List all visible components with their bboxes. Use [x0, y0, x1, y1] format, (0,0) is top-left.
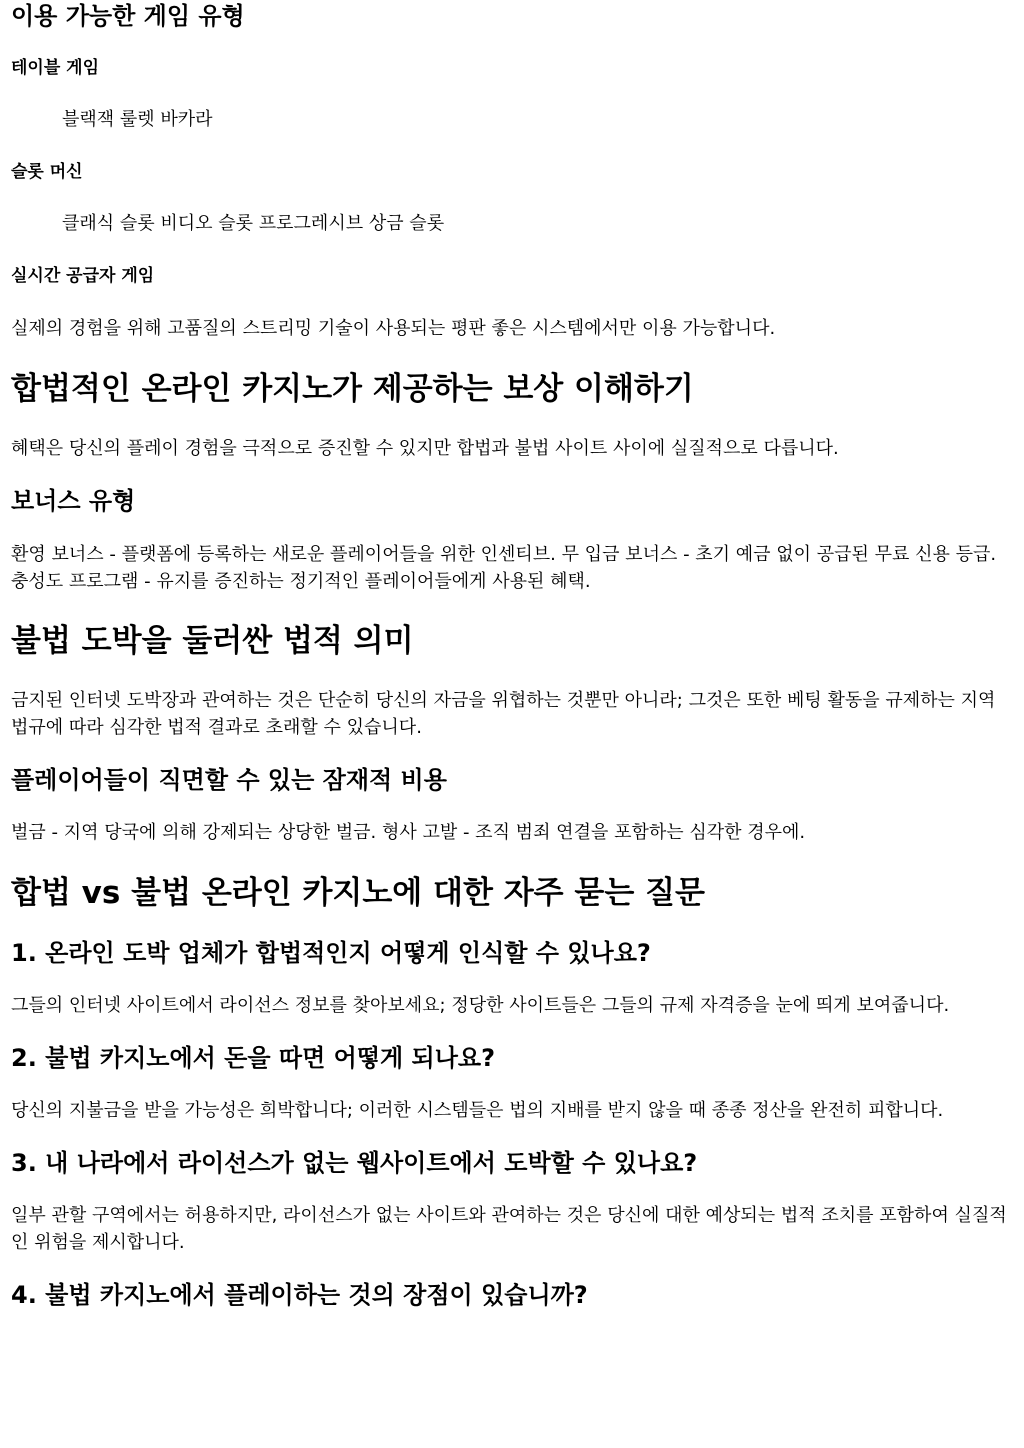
- subheading-bonus-types: 보너스 유형: [11, 487, 136, 515]
- potential-costs-text: 벌금 - 지역 당국에 의해 강제되는 상당한 벌금. 형사 고발 - 조직 범죄 연결을 포함하는 심각한 경우에.: [11, 822, 806, 843]
- faq-question: 3. 내 나라에서 라이선스가 없는 웹사이트에서 도박할 수 있나요?: [11, 1149, 698, 1177]
- section-heading-game-types: 이용 가능한 게임 유형: [11, 2, 245, 30]
- section-heading-faq: 합법 vs 불법 온라인 카지노에 대한 자주 묻는 질문: [11, 875, 705, 911]
- faq-question: 4. 불법 카지노에서 플레이하는 것의 장점이 있습니까?: [11, 1281, 588, 1309]
- faq-question: 1. 온라인 도박 업체가 합법적인지 어떻게 인식할 수 있나요?: [11, 939, 651, 967]
- legal-text: 금지된 인터넷 도박장과 관여하는 것은 단순히 당신의 자금을 위협하는 것뿐만 아니라; 그것은 또한 베팅 활동을 규제하는 지역 법규에 따라 심각한 법적 결과로 초래할 수 있습니다.: [11, 690, 996, 738]
- faq-question: 2. 불법 카지노에서 돈을 따면 어떻게 되나요?: [11, 1044, 495, 1072]
- bonus-types-text: 환영 보너스 - 플랫폼에 등록하는 새로운 플레이어들을 위한 인센티브. 무 입금 보너스 - 초기 예금 없이 공급된 무료 신용 등급. 충성도 프로그램 - 유지를 증진하는 정기적인 플레이어들에게 사용된 혜택.: [11, 544, 997, 592]
- rewards-text: 혜택은 당신의 플레이 경험을 극적으로 증진할 수 있지만 합법과 불법 사이트 사이에 실질적으로 다릅니다.: [11, 438, 839, 459]
- faq-answer: 그들의 인터넷 사이트에서 라이선스 정보를 찾아보세요; 정당한 사이트들은 그들의 규제 자격증을 눈에 띄게 보여줍니다.: [11, 995, 950, 1016]
- article: [11, 0, 1015, 1311]
- slot-machines-list: 클래식 슬롯 비디오 슬롯 프로그레시브 상금 슬롯: [62, 213, 445, 234]
- live-dealer-text: 실제의 경험을 위해 고품질의 스트리밍 기술이 사용되는 평판 좋은 시스템에서만 이용 가능합니다.: [11, 318, 776, 339]
- subheading-table-games: 테이블 게임: [11, 58, 100, 78]
- subheading-potential-costs: 플레이어들이 직면할 수 있는 잠재적 비용: [11, 766, 447, 794]
- subheading-live-dealer: 실시간 공급자 게임: [11, 266, 155, 286]
- faq-answer: 당신의 지불금을 받을 가능성은 희박합니다; 이러한 시스템들은 법의 지배를 받지 않을 때 종종 정산을 완전히 피합니다.: [11, 1100, 944, 1121]
- section-heading-rewards: 합법적인 온라인 카지노가 제공하는 보상 이해하기: [11, 371, 694, 407]
- subheading-slot-machines: 슬롯 머신: [11, 162, 83, 182]
- section-heading-legal: 불법 도박을 둘러싼 법적 의미: [11, 623, 414, 659]
- faq-answer: 일부 관할 구역에서는 허용하지만, 라이선스가 없는 사이트와 관여하는 것은 당신에 대한 예상되는 법적 조치를 포함하여 실질적인 위험을 제시합니다.: [11, 1205, 1007, 1253]
- table-games-list: 블랙잭 룰렛 바카라: [62, 109, 213, 130]
